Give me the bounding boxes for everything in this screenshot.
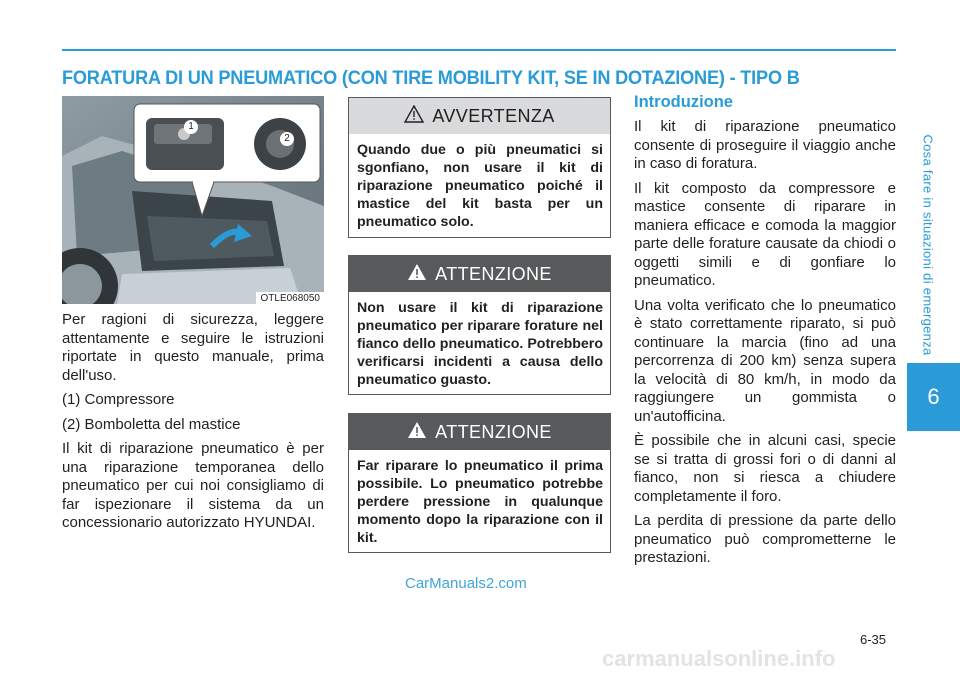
caution-text-2: Far riparare lo pneumatico il prima possibile. Lo pneumatico potrebbe perdere pressione in qualunque momento dopo la riparazione con il kit. xyxy=(357,458,603,546)
caution-box-2 xyxy=(348,413,611,553)
warning-triangle-icon xyxy=(404,105,424,128)
legend-compressor: (1) Compressore xyxy=(62,391,175,408)
intro-paragraph-2: Il kit composto da compressore e mastice consente di riparare in maniera efficace e comoda la maggior parte delle forature causate da chiodi o oggetti simili e di gonfiare lo pneumatico. xyxy=(634,179,896,289)
page-title: FORATURA DI UN PNEUMATICO (CON TIRE MOBILITY KIT, SE IN DOTAZIONE) - TIPO B xyxy=(62,67,800,89)
caution-triangle-icon xyxy=(407,421,427,444)
kit-purpose-paragraph: Il kit di riparazione pneumatico è per una riparazione temporanea dello pneumatico per cui noi consigliamo di far ispezionare il sistema da un concessionario autorizzato HYUNDAI. xyxy=(62,440,324,531)
chapter-tab: 6 xyxy=(907,363,960,431)
safety-paragraph: Per ragioni di sicurezza, leggere attentamente e seguire le istruzioni riportate in questo manuale, prima dell'uso. xyxy=(62,311,324,384)
warning-title: AVVERTENZA xyxy=(432,105,555,126)
figure-code: OTLE068050 xyxy=(256,292,325,304)
footer-watermark: carmanualsonline.info xyxy=(602,646,836,671)
watermark-link[interactable]: CarManuals2.com xyxy=(405,575,527,592)
caution-title-2: ATTENZIONE xyxy=(435,421,552,442)
figure-tire-mobility-kit xyxy=(62,96,324,304)
column-right-text xyxy=(634,118,896,574)
warning-text: Quando due o più pneumatici si sgonfiano, non usare il kit di riparazione pneumatico poiché il mastice del kit basta per un pneumatico solo. xyxy=(357,142,603,230)
page-number: 6-35 xyxy=(860,632,887,647)
caution-triangle-icon xyxy=(407,263,427,286)
caution-header-1 xyxy=(349,256,610,292)
intro-paragraph-4: È possibile che in alcuni casi, specie se si tratta di grossi fori o di danni al fianco, non si riesca a chiudere completamente il foro. xyxy=(634,432,896,505)
callout-1-label: 1 xyxy=(184,120,198,134)
warning-box xyxy=(348,97,611,238)
section-heading-introduzione: Introduzione xyxy=(634,93,733,111)
column-left-text xyxy=(62,311,324,539)
intro-paragraph-5: La perdita di pressione da parte dello pneumatico può comprometterne le prestazioni. xyxy=(634,512,896,566)
intro-paragraph-3: Una volta verificato che lo pneumatico è stato correttamente riparato, si può continuare la marcia (fino ad una percorrenza di 200 km) senza supera la velocità di 80 km/h, in modo da raggiungere un gommista o un'autofficina. xyxy=(634,296,896,425)
warning-header xyxy=(349,98,610,134)
intro-paragraph-1: Il kit di riparazione pneumatico consente di proseguire il viaggio anche in caso di foratura. xyxy=(634,118,896,172)
caution-title-1: ATTENZIONE xyxy=(435,263,552,284)
caution-header-2 xyxy=(349,414,610,450)
sidebar-section-label: Cosa fare in situazioni di emergenza xyxy=(920,134,936,356)
top-rule xyxy=(62,49,896,51)
callout-2-label: 2 xyxy=(280,132,294,146)
caution-box-1 xyxy=(348,255,611,395)
caution-text-1: Non usare il kit di riparazione pneumatico per riparare forature nel fianco dello pneumatico. Potrebbero verificarsi incidenti a causa dello pneumatico guasto. xyxy=(357,300,603,388)
legend-sealant-bottle: (2) Bomboletta del mastice xyxy=(62,415,241,433)
